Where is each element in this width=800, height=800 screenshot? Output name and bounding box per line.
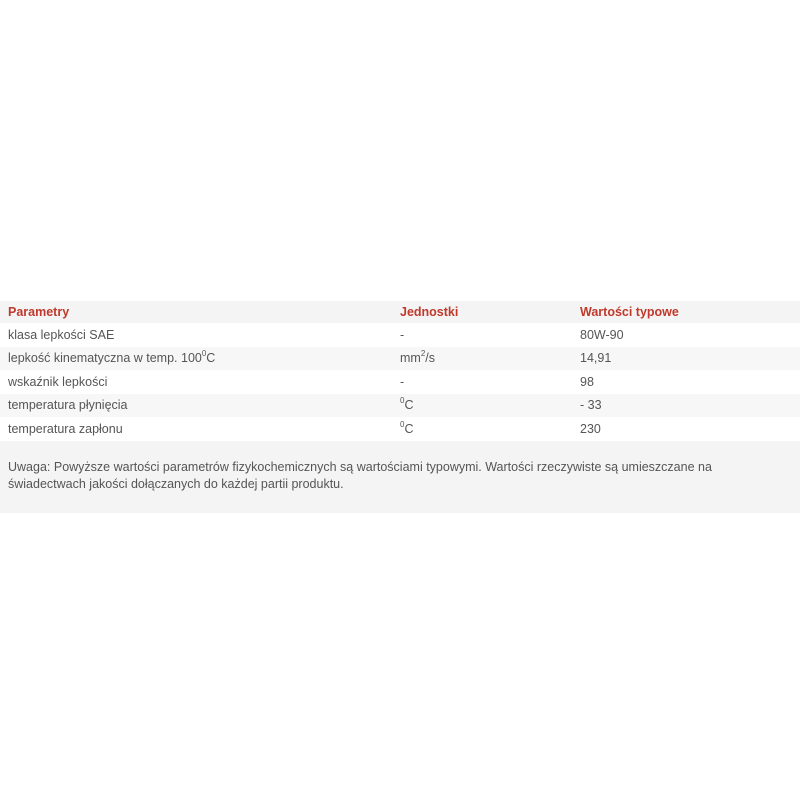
param-text: temperatura płynięcia	[8, 398, 128, 413]
param-cell	[0, 370, 392, 394]
param-text: lepkość kinematyczna w temp. 100	[8, 351, 202, 366]
table-header-row	[0, 301, 800, 323]
param-superscript: 0	[201, 349, 207, 359]
unit-suffix: C	[404, 421, 414, 436]
param-cell	[0, 347, 392, 371]
value-cell: 230	[572, 417, 800, 441]
param-text: temperatura zapłonu	[8, 421, 123, 436]
param-cell	[0, 417, 392, 441]
unit-text: mm	[400, 351, 421, 366]
unit-cell	[392, 394, 572, 418]
unit-suffix: C	[404, 398, 414, 413]
param-suffix: C	[206, 351, 216, 366]
unit-suffix: /s	[425, 351, 436, 366]
unit-text: -	[400, 327, 405, 342]
value-cell: 14,91	[572, 347, 800, 371]
disclaimer-note: Uwaga: Powyższe wartości parametrów fizykochemicznych są wartościami typowymi. Wartości rzeczywiste są umieszczane na świadectwach jakości dołączanych do każdej partii produktu.	[8, 459, 712, 491]
value-cell: 80W-90	[572, 323, 800, 347]
param-cell	[0, 394, 392, 418]
table-row	[0, 370, 800, 394]
param-text: wskaźnik lepkości	[8, 374, 108, 389]
header-wartosci-typowe: Wartości typowe	[572, 301, 800, 323]
unit-cell	[392, 347, 572, 371]
param-text: klasa lepkości SAE	[8, 327, 115, 342]
unit-cell	[392, 323, 572, 347]
unit-superscript: 0	[400, 396, 405, 406]
table-row	[0, 417, 800, 441]
header-jednostki: Jednostki	[392, 301, 572, 323]
value-cell: - 33	[572, 394, 800, 418]
value-cell: 98	[572, 370, 800, 394]
unit-superscript: 2	[420, 349, 426, 359]
unit-superscript: 0	[400, 419, 405, 429]
param-cell	[0, 323, 392, 347]
table-row	[0, 323, 800, 347]
table-row	[0, 394, 800, 418]
spec-section	[0, 301, 800, 513]
header-parametry: Parametry	[0, 301, 392, 323]
spec-table	[0, 301, 800, 441]
unit-cell	[392, 417, 572, 441]
table-row	[0, 347, 800, 371]
unit-text: -	[400, 374, 405, 389]
unit-cell	[392, 370, 572, 394]
